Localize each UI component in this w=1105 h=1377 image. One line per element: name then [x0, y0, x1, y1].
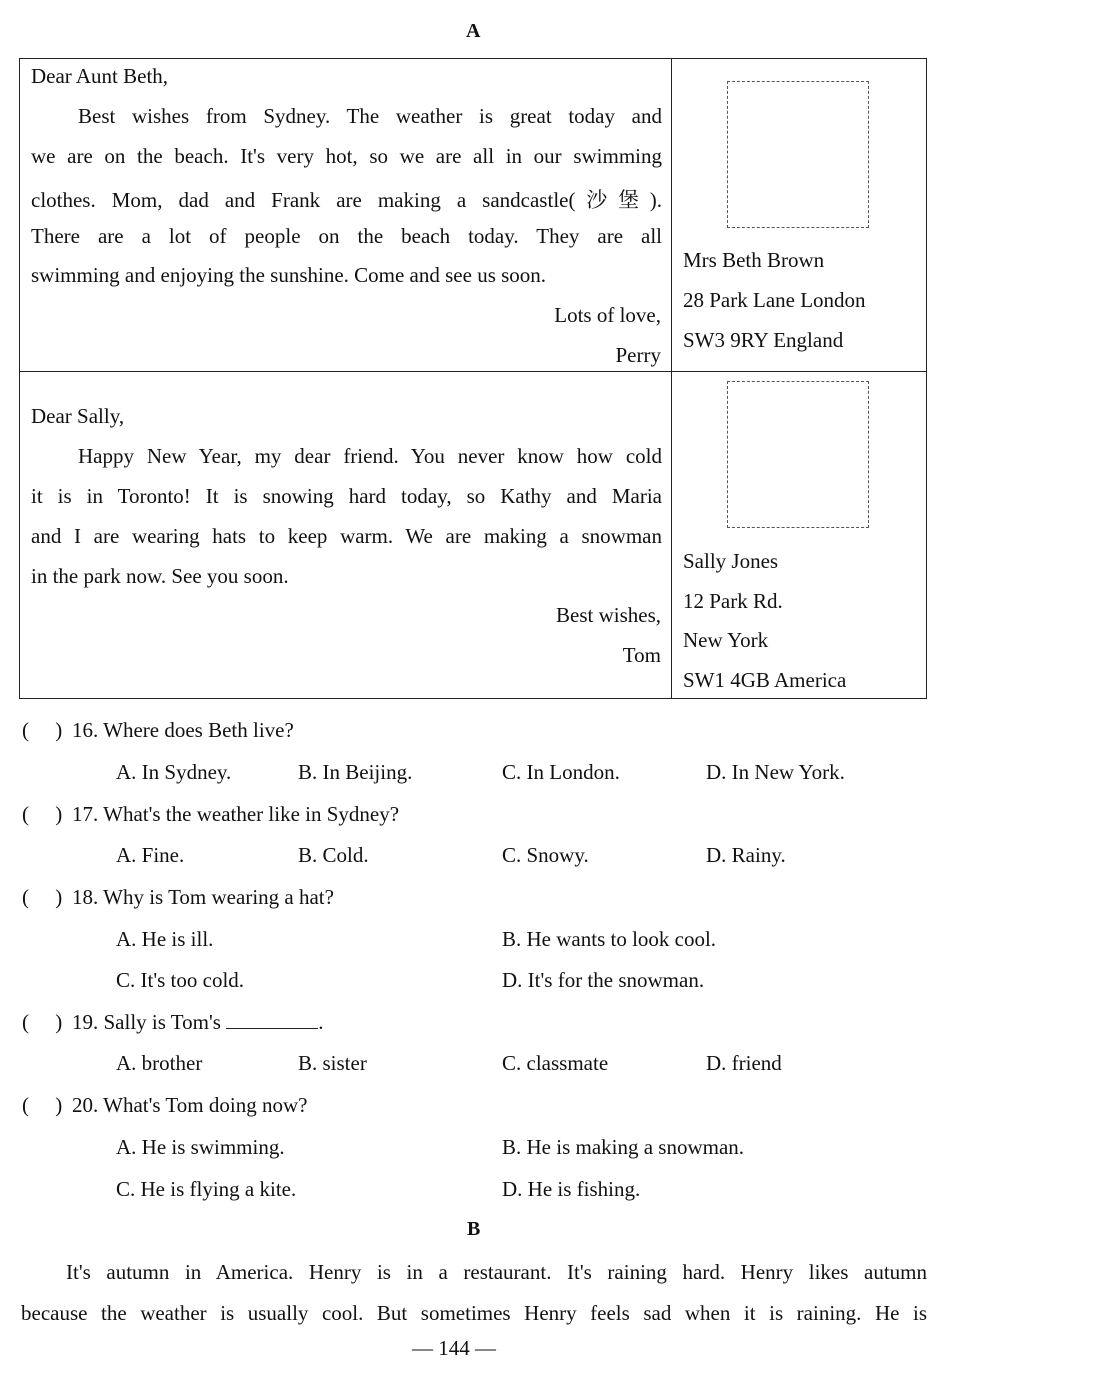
postcard-greeting: Dear Sally, [31, 404, 125, 428]
option-d: D. friend [706, 1051, 782, 1075]
postcard-signature: Perry [615, 343, 661, 367]
section-title-a: A [466, 20, 481, 42]
address-line: Mrs Beth Brown [683, 248, 825, 272]
postcard-greeting: Dear Aunt Beth, [31, 64, 169, 88]
option-d: D. In New York. [706, 760, 845, 784]
column-divider [671, 59, 672, 698]
postcard-line: in the park now. See you soon. [31, 564, 289, 588]
page-number: — 144 — [412, 1336, 496, 1360]
option-c: C. He is flying a kite. [116, 1177, 297, 1201]
address-line: SW1 4GB America [683, 668, 847, 692]
stamp-placeholder [727, 81, 869, 228]
postcard-line: There are a lot of people on the beach today. They are all [31, 224, 662, 248]
postcard-line: we are on the beach. It's very hot, so we are all in our swimming [31, 144, 662, 168]
answer-bracket[interactable]: ( ) [22, 1010, 63, 1034]
question-stem-text: 19. Sally is Tom's [72, 1010, 221, 1034]
passage-line: because the weather is usually cool. But sometimes Henry feels sad when it is raining. He is [21, 1301, 927, 1325]
option-b: B. sister [298, 1051, 367, 1075]
option-b: B. Cold. [298, 843, 369, 867]
postcard-line: clothes. Mom, dad and Frank are making a sandcastle(沙堡). [31, 188, 662, 212]
address-line: 28 Park Lane London [683, 288, 866, 312]
option-d: D. Rainy. [706, 843, 786, 867]
passage-line: It's autumn in America. Henry is in a restaurant. It's raining hard. Henry likes autumn [66, 1260, 927, 1284]
postcard-line: Best wishes from Sydney. The weather is great today and [78, 104, 662, 128]
postcard-line: Happy New Year, my dear friend. You never know how cold [78, 444, 662, 468]
option-c: C. classmate [502, 1051, 609, 1075]
question-stem [72, 1010, 323, 1035]
postcard-closing: Best wishes, [556, 603, 661, 627]
question-stem: 17. What's the weather like in Sydney? [72, 802, 400, 826]
address-line: SW3 9RY England [683, 328, 844, 352]
option-d: D. It's for the snowman. [502, 968, 705, 992]
option-b: B. He wants to look cool. [502, 927, 717, 951]
answer-bracket[interactable]: ( ) [22, 1093, 63, 1117]
question-stem: 20. What's Tom doing now? [72, 1093, 308, 1117]
option-a: A. In Sydney. [116, 760, 232, 784]
postcard-line: it is in Toronto! It is snowing hard today, so Kathy and Maria [31, 484, 662, 508]
answer-bracket[interactable]: ( ) [22, 718, 63, 742]
address-line: Sally Jones [683, 549, 779, 573]
option-c: C. It's too cold. [116, 968, 245, 992]
option-c: C. Snowy. [502, 843, 589, 867]
option-b: B. In Beijing. [298, 760, 413, 784]
option-d: D. He is fishing. [502, 1177, 641, 1201]
option-c: C. In London. [502, 760, 620, 784]
address-line: New York [683, 628, 769, 652]
postcard-signature: Tom [622, 643, 661, 667]
option-a: A. He is swimming. [116, 1135, 285, 1159]
row-divider [20, 371, 926, 372]
postcard-line: swimming and enjoying the sunshine. Come and see us soon. [31, 263, 547, 287]
question-stem: 18. Why is Tom wearing a hat? [72, 885, 334, 909]
answer-bracket[interactable]: ( ) [22, 885, 63, 909]
option-b: B. He is making a snowman. [502, 1135, 745, 1159]
fill-in-blank[interactable] [226, 1010, 318, 1029]
answer-bracket[interactable]: ( ) [22, 802, 63, 826]
option-a: A. He is ill. [116, 927, 214, 951]
stamp-placeholder [727, 381, 869, 528]
section-title-b: B [467, 1218, 481, 1240]
option-a: A. brother [116, 1051, 203, 1075]
question-stem: 16. Where does Beth live? [72, 718, 294, 742]
address-line: 12 Park Rd. [683, 589, 783, 613]
postcard-line: and I are wearing hats to keep warm. We are making a snowman [31, 524, 662, 548]
question-stem-end: . [318, 1010, 324, 1034]
postcards-table [19, 58, 927, 699]
postcard-closing: Lots of love, [554, 303, 661, 327]
option-a: A. Fine. [116, 843, 185, 867]
